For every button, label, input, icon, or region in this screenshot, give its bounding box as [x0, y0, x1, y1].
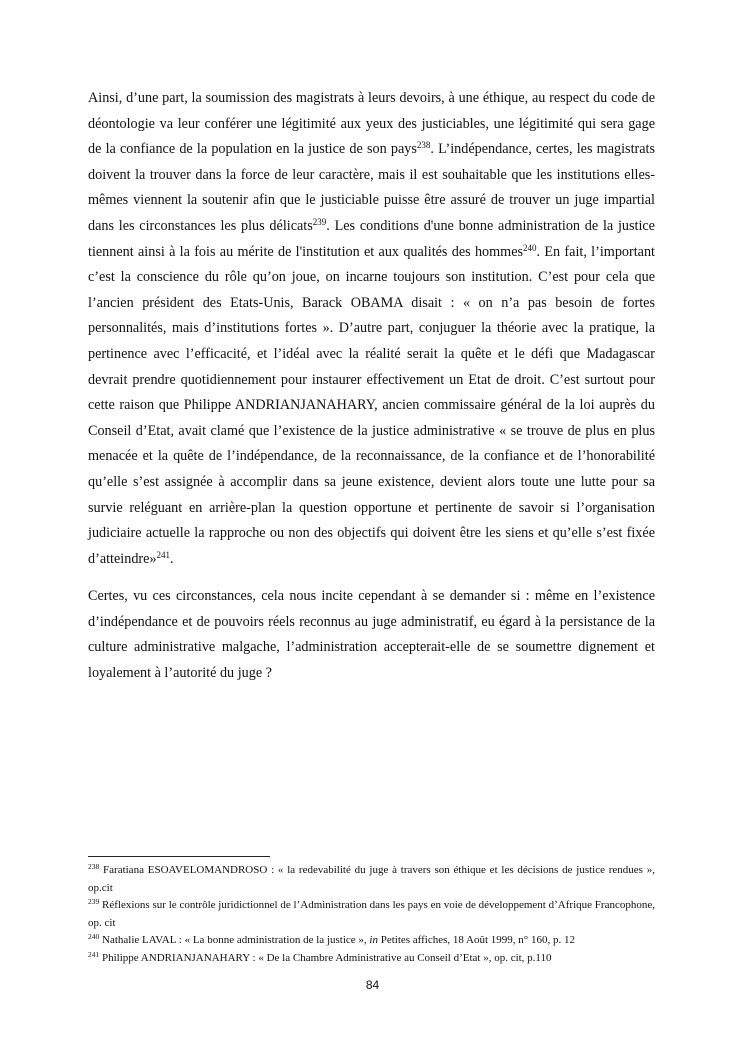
paragraph-1-part-d: . En fait, l’important c’est la conscience du rôle qu’on joue, on incarne toujours son institution. C’est pour cela que l’ancien président des Etats-Unis, Barack OBAMA disait : « on n’a pas besoin de fortes personnalités, mais d’institutions fortes ». D’autre part, conjuguer la théorie avec la pratique, la pertinence avec l’efficacité, et l’idéal avec la réalité serait la quête et le défi que Madagascar devrait prendre quotidiennement pour instaurer effectivement un Etat de droit. C’est surtout pour cette raison que Philippe ANDRIANJANAHARY, ancien commissaire général de la loi auprès du Conseil d’Etat, avait clamé que l’existence de la justice administrative « se trouve de plus en plus menacée et la quête de l’indépendance, de la reconnaissance, de la confiance et de l’honorabilité qu’elle s’est assignée à accomplir dans sa jeune existence, devient alors toute une lutte pour sa survie reléguant en arrière-plan la question opportune et pertinente de savoir si l’organisation judiciaire actuelle la rapproche ou non des objectifs qui doivent être les siens et qu’elle s’est fixée d’atteindre» — [88, 243, 655, 567]
footnote-239 — [88, 897, 655, 932]
page-number: 84 — [365, 978, 380, 992]
footnote-text-em: in — [369, 934, 378, 947]
footnote-text: Réflexions sur le contrôle juridictionnel de l’Administration dans les pays en voie de développement d’Afrique Francophone, op. cit — [88, 899, 655, 929]
footnote-number: 241 — [88, 949, 100, 959]
footnote-text: Faratiana ESOAVELOMANDROSO : « la redevabilité du juge à travers son éthique et les décisions de justice rendues », op.cit — [88, 864, 655, 894]
footnote-241 — [88, 950, 655, 968]
footnote-ref-241: 241 — [156, 549, 171, 560]
footnote-238 — [88, 862, 655, 897]
footnote-ref-238: 238 — [416, 140, 431, 151]
footnote-text-pre: Nathalie LAVAL : « La bonne administration de la justice », — [99, 934, 370, 947]
paragraph-1-part-a: Ainsi, d’une part, la soumission des magistrats à leurs devoirs, à une éthique, au respect du code de déontologie va leur conférer une légitimité aux yeux des justiciables, une légitimité qui sera gage de la confiance de la population en la justice de son pays — [88, 90, 655, 158]
footnote-text: Philippe ANDRIANJANAHARY : « De la Chambre Administrative au Conseil d’Etat », op. cit, p.110 — [99, 951, 552, 964]
paragraph-1-part-b: . L’indépendance, certes, les magistrats doivent la trouver dans la force de leur caractère, mais il est souhaitable que les institutions elles-mêmes viennent la soutenir afin que le justiciable puisse être assuré de trouver un juge impartial dans les circonstances les plus délicats — [88, 141, 656, 234]
footnote-ref-239: 239 — [312, 216, 327, 227]
paragraph-2: Certes, vu ces circonstances, cela nous incite cependant à se demander si : même en l’existence d’indépendance et de pouvoirs réels reconnus au juge administratif, eu égard à la persistance de la culture administrative malgache, l’administration accepterait-elle de se soumettre dignement et loyalement à l’autorité du juge ? — [88, 588, 655, 682]
body-text — [88, 86, 655, 687]
footnote-separator — [88, 856, 270, 857]
footnote-240 — [88, 932, 655, 950]
paragraph-1 — [88, 86, 655, 572]
footnote-number: 238 — [88, 862, 100, 871]
paragraph-1-part-e: . — [170, 550, 174, 567]
footnote-number: 240 — [88, 932, 100, 942]
paragraph-1-part-c: . Les conditions d'une bonne administration de la justice tiennent ainsi à la fois au mérite de l'institution et aux qualités des hommes — [88, 217, 655, 260]
footnote-ref-240: 240 — [523, 242, 537, 253]
footnotes — [88, 862, 655, 968]
footnote-number: 239 — [88, 897, 100, 907]
footnote-text-post: Petites affiches, 18 Août 1999, n° 160, p. 12 — [377, 934, 575, 947]
